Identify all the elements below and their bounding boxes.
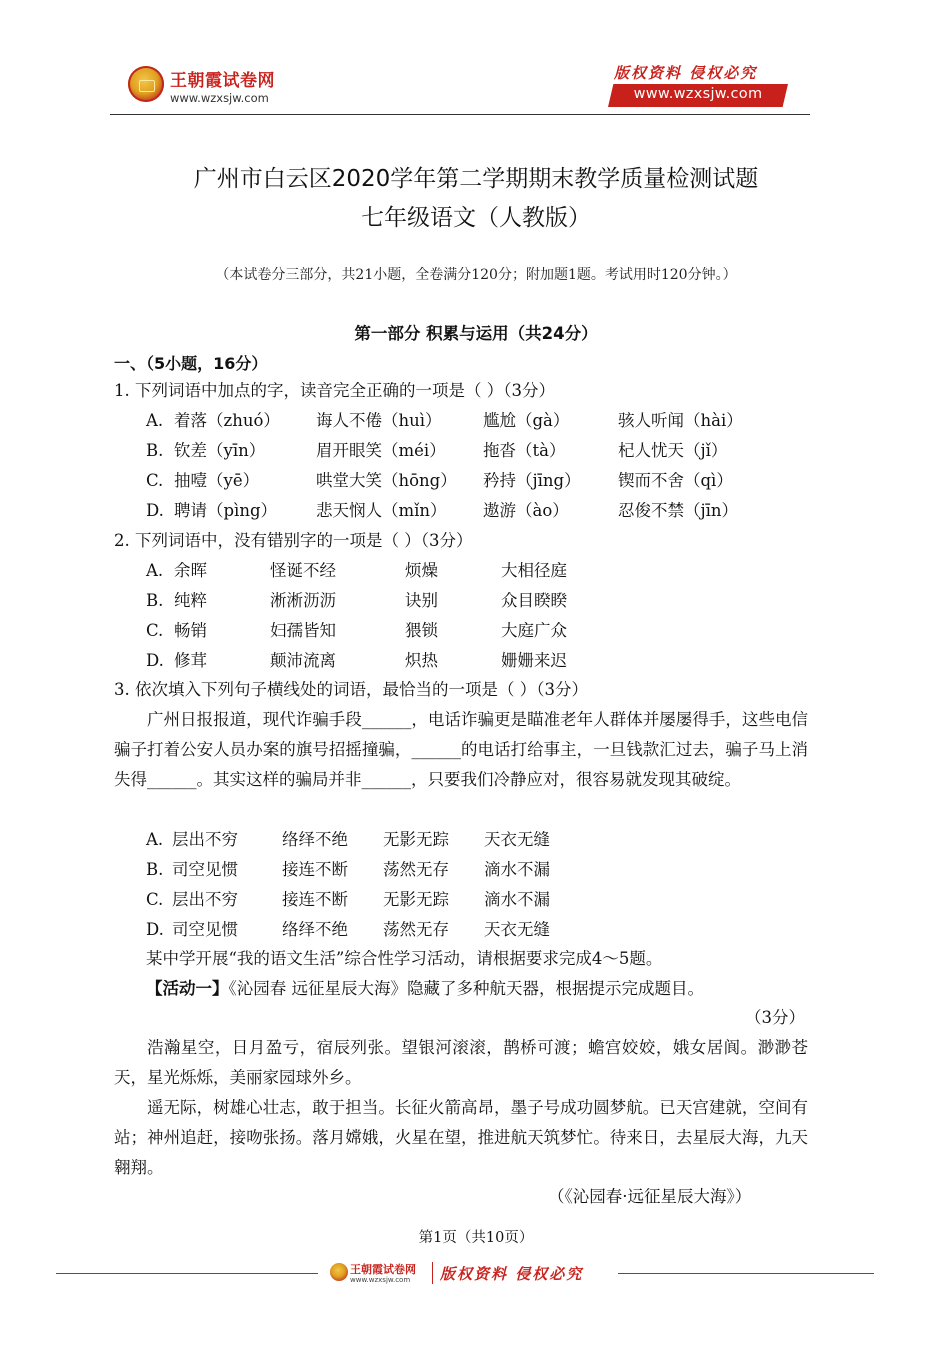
url-banner-text[interactable]: www.wzxsjw.com <box>633 86 763 102</box>
option-item: 无影无踪 <box>383 890 449 909</box>
question-3-passage: 广州日报报道，现代诈骗手段______，电话诈骗更是瞄准老年人群体并屡屡得手，这些电信骗子打着公安人员办案的旗号招摇撞骗，______的电话打给事主，一旦钱款汇过去，骗子马上消失得______。其实这样的骗局并非______，只要我们冷静应对，很容易就发现其破绽。 <box>114 710 808 789</box>
option-item: 炽热 <box>405 651 438 670</box>
q2-option-d <box>146 651 567 671</box>
option-item: 猥锁 <box>405 621 438 640</box>
option-letter: C. <box>146 890 164 909</box>
option-item: 尴尬（gà） <box>483 411 570 430</box>
footer-brand-url[interactable]: www.wzxsjw.com <box>350 1276 411 1284</box>
copyright-notice: 版权资料 侵权必究 <box>614 64 758 82</box>
option-item: 烦燥 <box>405 561 438 580</box>
option-item: 天衣无缝 <box>484 830 550 849</box>
option-letter: D. <box>146 651 164 670</box>
option-item: 矜持（jīng） <box>483 471 581 490</box>
seal-icon <box>139 80 155 92</box>
option-item: 杞人忧天（jǐ） <box>618 441 728 460</box>
footer-rule-right <box>618 1273 874 1274</box>
option-item: 忍俊不禁（jīn） <box>618 501 739 520</box>
q1-option-b <box>146 441 728 461</box>
activity-text: 《沁园春 远征星辰大海》隐藏了多种航天器，根据提示完成题目。 <box>228 979 704 998</box>
q1-option-d <box>146 501 739 521</box>
q3-option-d <box>146 920 550 940</box>
option-item: 聘请（pìng） <box>174 501 278 520</box>
option-item: 钦差（yīn） <box>174 441 266 460</box>
option-item: 姗姗来迟 <box>501 651 567 670</box>
activity-one <box>146 979 704 999</box>
q1-option-c <box>146 471 733 491</box>
option-item: 诲人不倦（huì） <box>316 411 442 430</box>
option-item: 无影无踪 <box>383 830 449 849</box>
question-3-stem: 3. 依次填入下列句子横线处的词语，最恰当的一项是（ ）（3分） <box>114 680 588 699</box>
exam-subtitle: 七年级语文（人教版） <box>361 205 591 231</box>
option-item: 滴水不漏 <box>484 860 550 879</box>
option-item: 络绎不绝 <box>282 920 348 939</box>
option-item: 众目睽睽 <box>501 591 567 610</box>
activity-score: （3分） <box>745 1008 805 1027</box>
question-1-stem: 1. 下列词语中加点的字，读音完全正确的一项是（ ）（3分） <box>114 381 555 400</box>
activity-intro: 某中学开展“我的语文生活”综合性学习活动，请根据要求完成4～5题。 <box>146 949 663 968</box>
footer-separator <box>432 1262 433 1284</box>
option-item: 颠沛流离 <box>270 651 336 670</box>
activity-label: 【活动一】 <box>146 979 229 998</box>
q3-option-a <box>146 830 550 850</box>
part-title: 第一部分 积累与运用（共24分） <box>354 324 598 343</box>
option-letter: B. <box>146 860 164 879</box>
footer-copyright: 版权资料 侵权必究 <box>440 1265 584 1283</box>
option-item: 遨游（ào） <box>483 501 569 520</box>
brand-name: 王朝霞试卷网 <box>170 71 275 91</box>
option-item: 滴水不漏 <box>484 890 550 909</box>
option-item: 接连不断 <box>282 860 348 879</box>
page-number: 第1页（共10页） <box>418 1230 534 1246</box>
q2-option-b <box>146 591 567 611</box>
option-item: 荡然无存 <box>383 920 449 939</box>
option-item: 纯粹 <box>174 591 207 610</box>
exam-title: 广州市白云区2020学年第二学期期末教学质量检测试题 <box>193 166 759 192</box>
q2-option-a <box>146 561 567 581</box>
option-letter: B. <box>146 591 164 610</box>
option-letter: A. <box>146 411 164 430</box>
footer-brand-name: 王朝霞试卷网 <box>350 1263 416 1276</box>
option-item: 锲而不舍（qì） <box>618 471 733 490</box>
option-item: 司空见惯 <box>172 920 238 939</box>
option-item: 抽噎（yē） <box>174 471 260 490</box>
q3-option-b <box>146 860 550 880</box>
option-item: 着落（zhuó） <box>174 411 280 430</box>
option-letter: C. <box>146 621 164 640</box>
q2-option-c <box>146 621 567 641</box>
option-item: 骇人听闻（hài） <box>618 411 743 430</box>
option-item: 淅淅沥沥 <box>270 591 336 610</box>
option-item: 眉开眼笑（méi） <box>316 441 446 460</box>
q3-option-c <box>146 890 550 910</box>
option-item: 络绎不绝 <box>282 830 348 849</box>
option-item: 层出不穷 <box>172 830 238 849</box>
option-item: 修茸 <box>174 651 207 670</box>
option-item: 畅销 <box>174 621 207 640</box>
option-letter: D. <box>146 920 164 939</box>
header-divider <box>110 114 810 115</box>
option-item: 接连不断 <box>282 890 348 909</box>
q1-option-a <box>146 411 743 431</box>
exam-note: （本试卷分三部分，共21小题，全卷满分120分；附加题1题。考试用时120分钟。） <box>215 267 737 283</box>
option-item: 妇孺皆知 <box>270 621 336 640</box>
option-item: 荡然无存 <box>383 860 449 879</box>
option-item: 诀别 <box>405 591 438 610</box>
poem-source: （《沁园春·远征星辰大海》） <box>548 1187 752 1206</box>
option-letter: A. <box>146 830 164 849</box>
poem-paragraph-1: 浩瀚星空，日月盈亏，宿辰列张。望银河滚滚，鹊桥可渡；蟾宫姣姣，娥女居阆。渺渺苍天，星光烁烁，美丽家园球外乡。 <box>114 1038 808 1087</box>
option-item: 层出不穷 <box>172 890 238 909</box>
question-2-stem: 2. 下列词语中，没有错别字的一项是（ ）（3分） <box>114 531 473 550</box>
option-item: 拖沓（tà） <box>483 441 566 460</box>
option-letter: C. <box>146 471 164 490</box>
option-item: 余晖 <box>174 561 207 580</box>
option-letter: B. <box>146 441 164 460</box>
option-item: 哄堂大笑（hōng） <box>316 471 457 490</box>
option-item: 悲天悯人（mǐn） <box>316 501 447 520</box>
poem-paragraph-2: 遥无际，树雄心壮志，敢于担当。长征火箭高昂，墨子号成功圆梦航。已天宫建就，空间有站；神州追赶，接吻张扬。落月嫦娥，火星在望，推进航天筑梦忙。待来日，去星辰大海，九天翱翔。 <box>114 1098 808 1177</box>
option-item: 大相径庭 <box>501 561 567 580</box>
section-title: 一、（5小题，16分） <box>114 354 268 373</box>
option-letter: D. <box>146 501 164 520</box>
option-item: 怪诞不经 <box>270 561 336 580</box>
option-letter: A. <box>146 561 164 580</box>
brand-url: www.wzxsjw.com <box>170 91 269 105</box>
option-item: 天衣无缝 <box>484 920 550 939</box>
footer-logo-icon <box>330 1263 348 1281</box>
footer-rule-left <box>56 1273 318 1274</box>
option-item: 大庭广众 <box>501 621 567 640</box>
option-item: 司空见惯 <box>172 860 238 879</box>
